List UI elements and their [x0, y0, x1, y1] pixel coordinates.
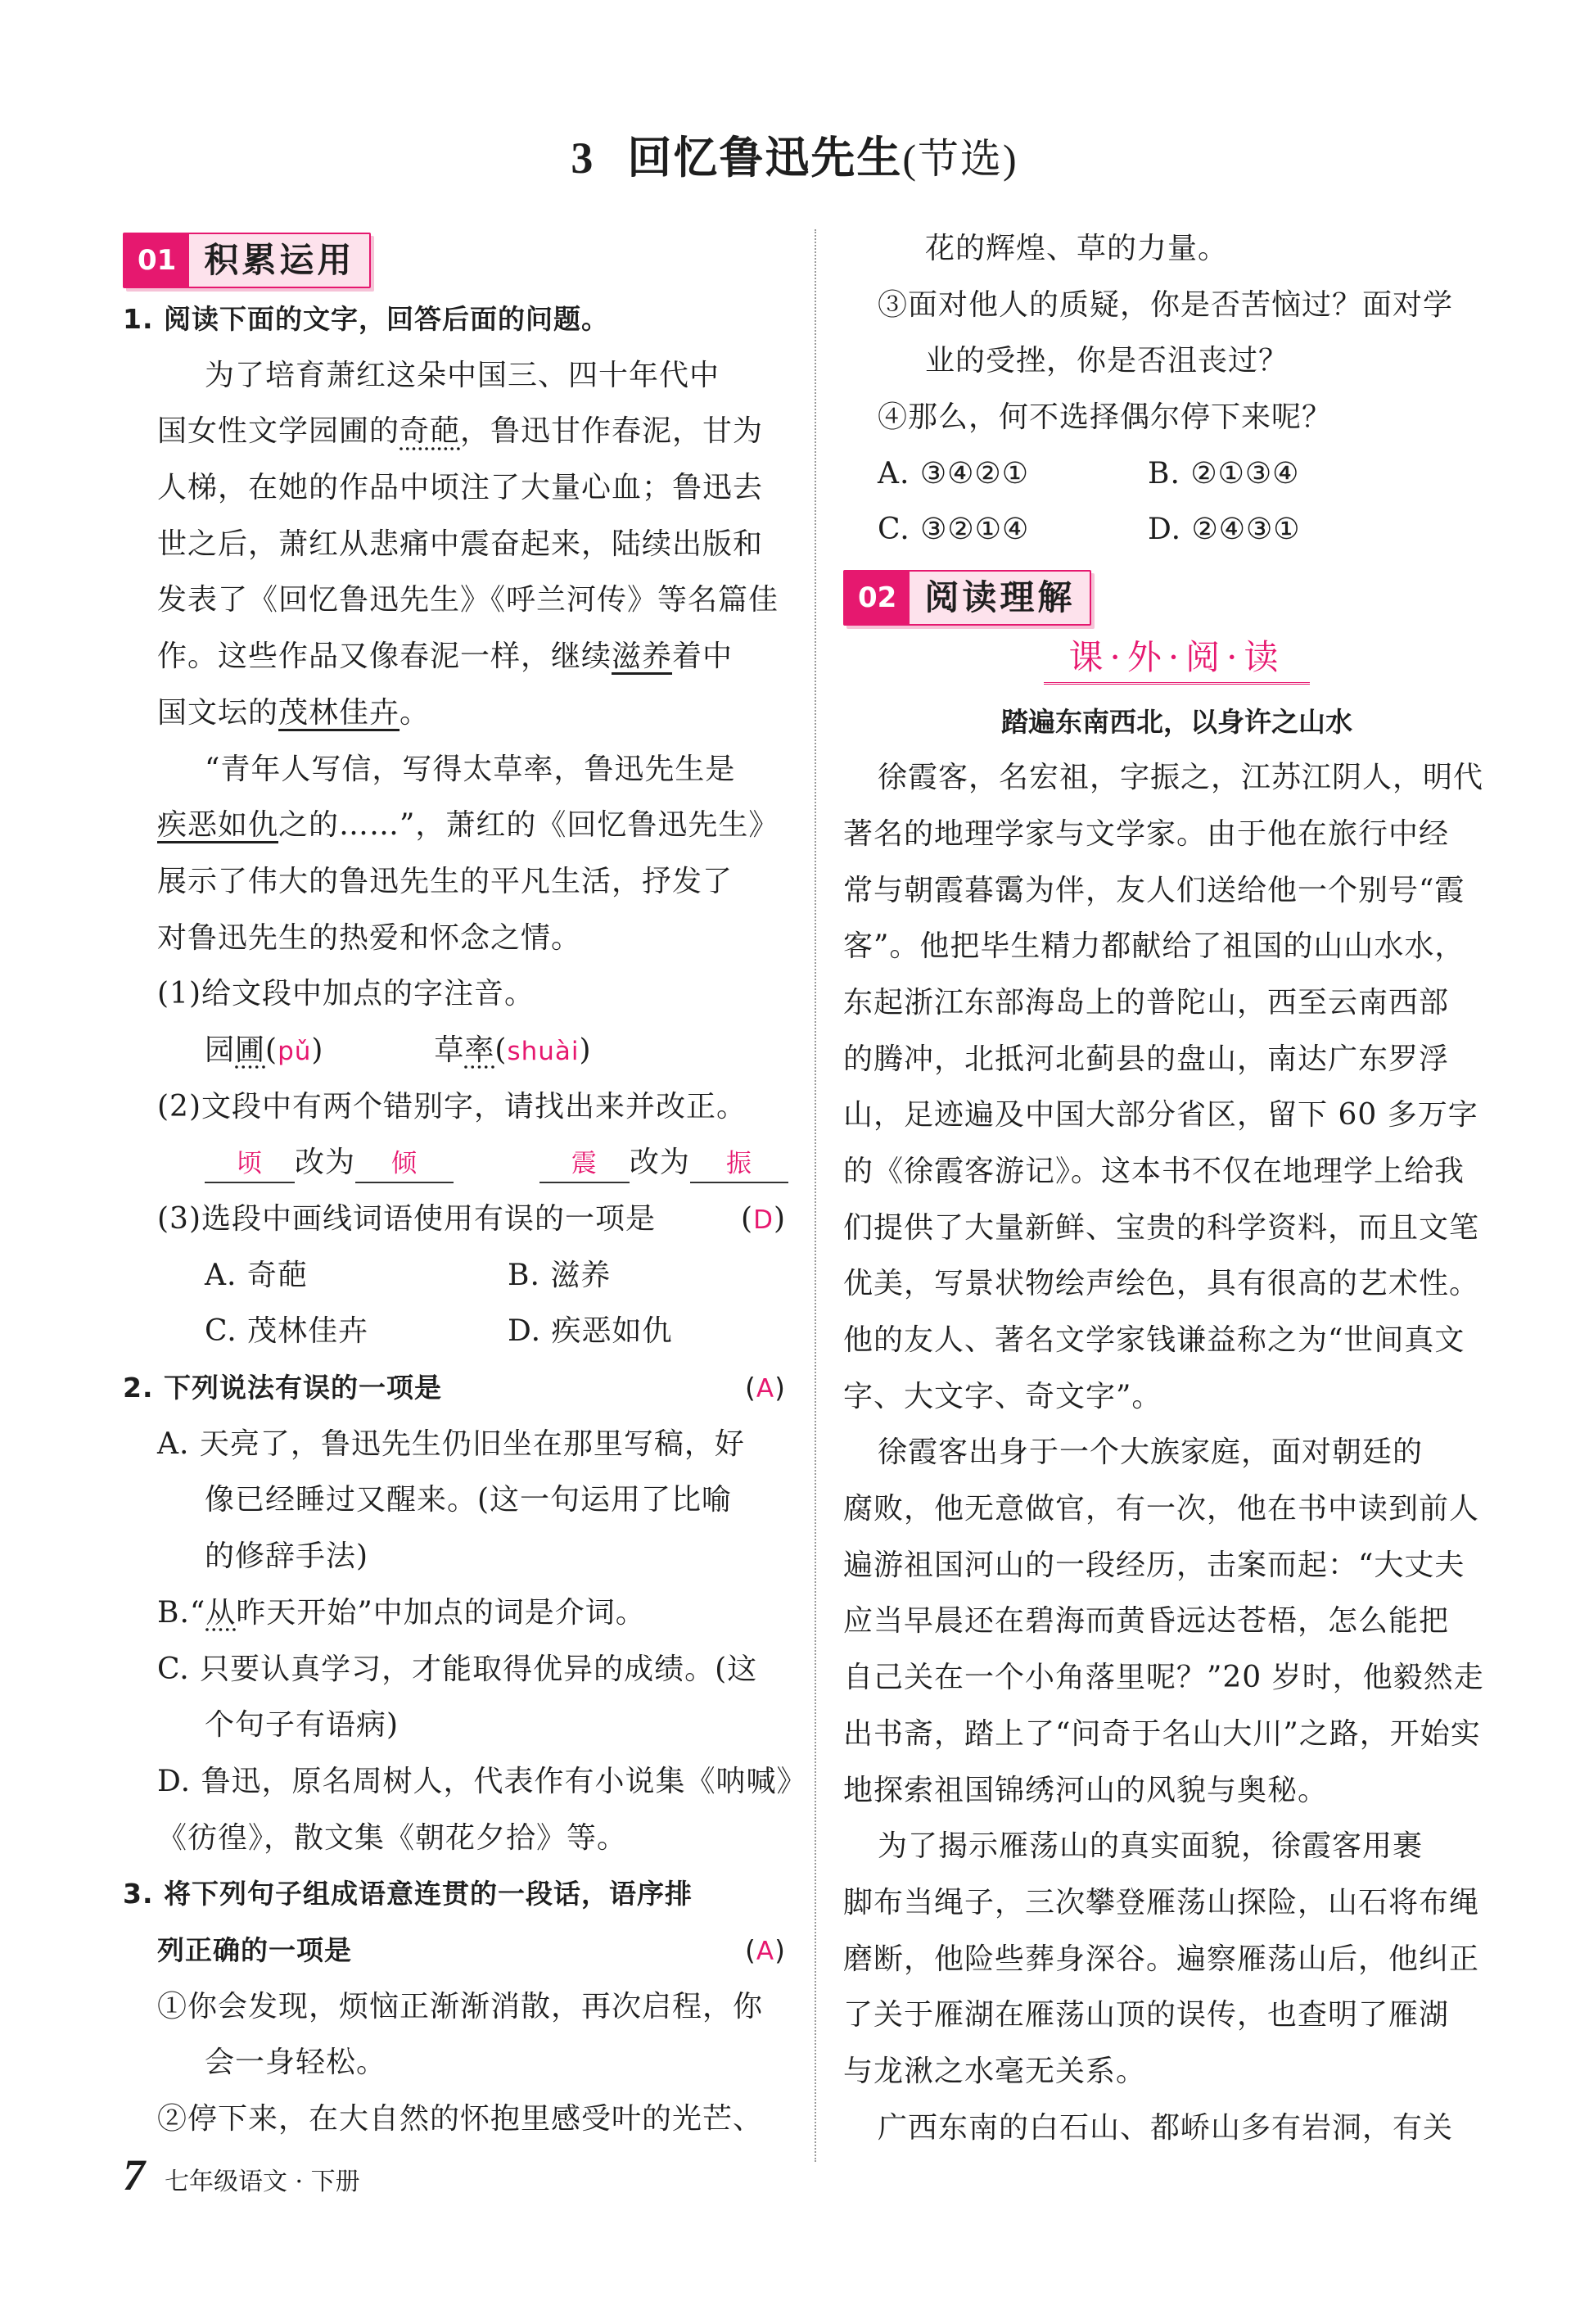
- q3-line: 会一身轻松。: [205, 2046, 387, 2080]
- sub-question-3: (3)选段中画线词语使用有误的一项是 (D): [157, 1202, 786, 1236]
- article-title: 踏遍东南西北，以身许之山水: [1001, 706, 1352, 739]
- passage-line: 人梯，在她的作品中顷注了大量心血；鲁迅去: [157, 471, 764, 505]
- article-line: 自己关在一个小角落里呢？”20 岁时，他毅然走: [843, 1661, 1484, 1695]
- passage-line: 为了培育萧红这朵中国三、四十年代中: [205, 358, 720, 392]
- article-line: 与龙湫之水毫无关系。: [843, 2054, 1147, 2088]
- article-line: 们提供了大量新鲜、宝贵的科学资料，而且文笔: [843, 1210, 1480, 1245]
- article-line: 了关于雁湖在雁荡山顶的误传，也查明了雁湖: [843, 1998, 1450, 2032]
- passage-line: 国女性文学园圃的奇葩，鲁迅甘作春泥，甘为: [157, 414, 764, 449]
- pinyin-answers: 园圃(pǔ) 草率(shuài): [205, 1033, 592, 1067]
- q2-line: 的修辞手法): [205, 1540, 369, 1574]
- q2-line: D. 鲁迅，原名周树人，代表作有小说集《呐喊》: [157, 1764, 807, 1798]
- options-row: C. 茂林佳卉 D. 疾恶如仇: [205, 1314, 673, 1349]
- article-line: 常与朝霞暮霭为伴，友人们送给他一个别号“霞: [843, 873, 1465, 907]
- article-line: 徐霞客出身于一个大族家庭，面对朝廷的: [878, 1436, 1424, 1470]
- page-number: 7: [123, 2150, 145, 2200]
- q2-line: A. 天亮了，鲁迅先生仍旧坐在那里写稿，好: [157, 1427, 745, 1461]
- article-line: 的《徐霞客游记》。这本书不仅在地理学上给我: [843, 1154, 1465, 1188]
- answer-text: A: [756, 1936, 775, 1966]
- q3-line: ③面对他人的质疑，你是否苦恼过？面对学: [878, 287, 1454, 322]
- article-line: 广西东南的白石山、都峤山多有岩洞，有关: [878, 2110, 1454, 2145]
- passage-line: 国文坛的茂林佳卉。: [157, 695, 431, 730]
- article-line: 徐霞客，名宏祖，字振之，江苏江阴人，明代: [878, 761, 1484, 795]
- left-column: [123, 221, 807, 2148]
- question-3-stem: 3. 将下列句子组成语意连贯的一段话，语序排: [123, 1878, 693, 1910]
- article-line: 遍游祖国河山的一段经历，击案而起：“大丈夫: [843, 1548, 1465, 1582]
- lesson-subtitle: (节选): [902, 136, 1018, 182]
- page-title: [0, 123, 1589, 186]
- article-line: 地探索祖国锦绣河山的风貌与奥秘。: [843, 1773, 1329, 1807]
- correction-answers: 顷 改为 倾 震 改为 振: [123, 1135, 786, 1191]
- article-line: 客”。他把毕生精力都献给了祖国的山山水水，: [843, 929, 1465, 964]
- article-line: 出书斋，踏上了“问奇于名山大川”之路，开始实: [843, 1716, 1481, 1751]
- article-line: 应当早晨还在碧海而黄昏远达苍梧，怎么能把: [843, 1604, 1450, 1639]
- column-divider: [815, 229, 816, 2162]
- options-row: C. ③②①④ D. ②④③①: [878, 513, 1301, 547]
- question-3-stem: 列正确的一项是 (A): [157, 1933, 786, 1966]
- article-line: 腐败，他无意做官，有一次，他在书中读到前人: [843, 1492, 1480, 1526]
- q2-line: B.“从昨天开始”中加点的词是介词。: [157, 1595, 646, 1630]
- answer-text: A: [756, 1374, 775, 1404]
- q3-line: ①你会发现，烦恼正渐渐消散，再次启程，你: [157, 1989, 764, 2023]
- q3-line: 花的辉煌、草的力量。: [925, 232, 1229, 265]
- article-line: 他的友人、著名文学家钱谦益称之为“世间真文: [843, 1323, 1465, 1357]
- article-line: 东起浙江东部海岛上的普陀山，西至云南西部: [843, 985, 1450, 1020]
- book-title: 七年级语文 · 下册: [165, 2168, 360, 2196]
- question-2-stem: 2. 下列说法有误的一项是 (A): [123, 1372, 786, 1404]
- answer-text: D: [753, 1205, 774, 1235]
- passage-line: 发表了《回忆鲁迅先生》《呼兰河传》等名篇佳: [157, 583, 779, 617]
- lesson-number: 3: [571, 133, 595, 183]
- article-line: 著名的地理学家与文学家。由于他在旅行中经: [843, 816, 1450, 851]
- q3-line: 业的受挫，你是否沮丧过？: [925, 344, 1289, 378]
- sub-question-1: (1)给文段中加点的字注音。: [157, 977, 535, 1011]
- article-line: 为了揭示雁荡山的真实面貌，徐霞客用裹: [878, 1829, 1424, 1864]
- page-footer: [123, 2150, 360, 2200]
- q3-line: ②停下来，在大自然的怀抱里感受叶的光芒、: [157, 2102, 764, 2136]
- article-line: 山，足迹遍及中国大部分省区，留下 60 多万字: [843, 1098, 1478, 1133]
- q2-line: 个句子有语病): [205, 1708, 400, 1743]
- right-column: [843, 221, 1510, 2156]
- section-header-accumulate: 01 积累运用: [123, 233, 371, 288]
- answer-text: pǔ: [278, 1036, 312, 1066]
- article-line: 脚布当绳子，三次攀登雁荡山探险，山石将布绳: [843, 1885, 1480, 1919]
- answer-text: shuài: [507, 1036, 580, 1066]
- options-row: A. 奇葩 B. 滋养: [205, 1258, 612, 1292]
- passage-line: “青年人写信，写得太草率，鲁迅先生是: [205, 752, 736, 786]
- article-line: 字、大文字、奇文字”。: [843, 1379, 1162, 1413]
- article-line: 的腾冲，北抵河北蓟县的盘山，南达广东罗浮: [843, 1042, 1450, 1076]
- q3-line: ④那么，何不选择偶尔停下来呢？: [878, 400, 1333, 435]
- passage-line: 作。这些作品又像春泥一样，继续滋养着中: [157, 640, 734, 674]
- lesson-title: 回忆鲁迅先生: [627, 133, 903, 183]
- article-line: 优美，写景状物绘声绘色，具有很高的艺术性。: [843, 1267, 1480, 1301]
- passage-line: 展示了伟大的鲁迅先生的平凡生活，抒发了: [157, 864, 734, 898]
- passage-line: 疾恶如仇之的……”，萧红的《回忆鲁迅先生》: [157, 808, 779, 843]
- q2-line: C. 只要认真学习，才能取得优异的成绩。(这: [157, 1652, 758, 1686]
- q2-line: 像已经睡过又醒来。(这一句运用了比喻: [205, 1483, 733, 1517]
- section-header-reading: 02 阅读理解: [843, 570, 1091, 626]
- passage-line: 世之后，萧红从悲痛中震奋起来，陆续出版和: [157, 527, 764, 561]
- extracurricular-reading-label: 课·外·阅·读: [843, 629, 1510, 694]
- q2-line: 《彷徨》，散文集《朝花夕拾》等。: [157, 1820, 628, 1855]
- passage-line: 对鲁迅先生的热爱和怀念之情。: [157, 920, 582, 955]
- article-line: 磨断，他险些葬身深谷。遍察雁荡山后，他纠正: [843, 1942, 1480, 1976]
- question-1-stem: 1. 阅读下面的文字，回答后面的问题。: [123, 303, 609, 335]
- sub-question-2: (2)文段中有两个错别字，请找出来并改正。: [157, 1089, 747, 1124]
- options-row: A. ③④②① B. ②①③④: [878, 456, 1300, 491]
